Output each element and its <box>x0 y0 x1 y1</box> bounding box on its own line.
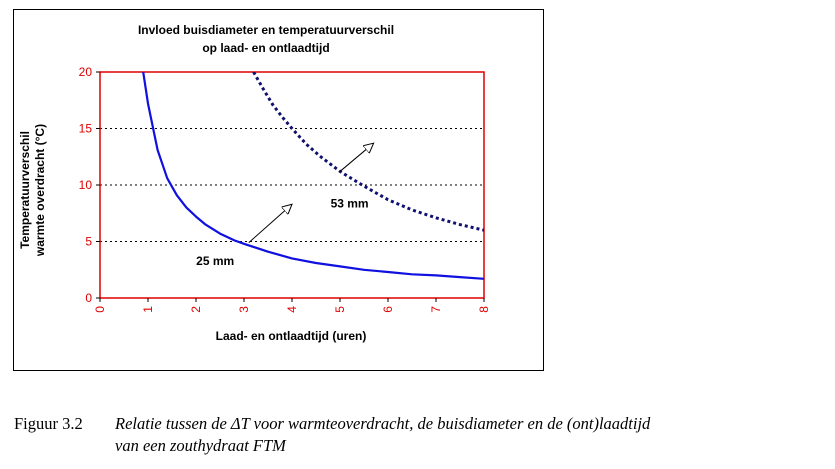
x-tick-label: 1 <box>141 306 155 313</box>
series-label-25-mm: 25 mm <box>196 254 235 269</box>
chart-title-line1: Invloed buisdiameter en temperatuurverschil <box>137 23 395 37</box>
caption-number: Figuur 3.2 <box>14 414 83 433</box>
chart-figure <box>13 9 544 371</box>
y-axis-label-line1: Temperatuurverschil <box>18 131 32 249</box>
chart <box>14 10 545 372</box>
caption-line2: van een zouthydraat FTM <box>115 436 286 455</box>
arrow-25mm <box>249 204 292 242</box>
x-tick-label: 7 <box>429 306 443 313</box>
arrow-53mm <box>340 143 374 171</box>
x-tick-label: 3 <box>237 306 251 313</box>
y-tick-label: 15 <box>78 121 92 136</box>
series-group <box>143 72 484 279</box>
series-line-53-mm <box>254 72 484 230</box>
y-tick-label: 0 <box>85 291 92 305</box>
x-tick-label: 2 <box>189 306 203 313</box>
y-tick-label: 5 <box>85 234 92 249</box>
series-line-25-mm <box>143 72 484 279</box>
caption-line1: Relatie tussen de ΔT voor warmteoverdracht, de buisdiameter en de (ont)laadtijd <box>115 414 651 433</box>
chart-title-line2: op laad- en ontlaadtijd <box>202 41 330 55</box>
x-tick-label: 8 <box>477 306 491 313</box>
series-label-53-mm: 53 mm <box>330 196 369 211</box>
y-tick-label: 10 <box>78 178 92 192</box>
x-tick-label: 6 <box>381 306 395 313</box>
x-axis-label: Laad- en ontlaadtijd (uren) <box>215 329 367 343</box>
x-tick-label: 4 <box>285 306 299 313</box>
x-tick-label: 0 <box>93 306 107 313</box>
y-tick-label: 20 <box>78 65 92 79</box>
x-tick-label: 5 <box>333 306 347 313</box>
y-axis-label-line2: warmte overdracht (°C) <box>33 123 47 257</box>
